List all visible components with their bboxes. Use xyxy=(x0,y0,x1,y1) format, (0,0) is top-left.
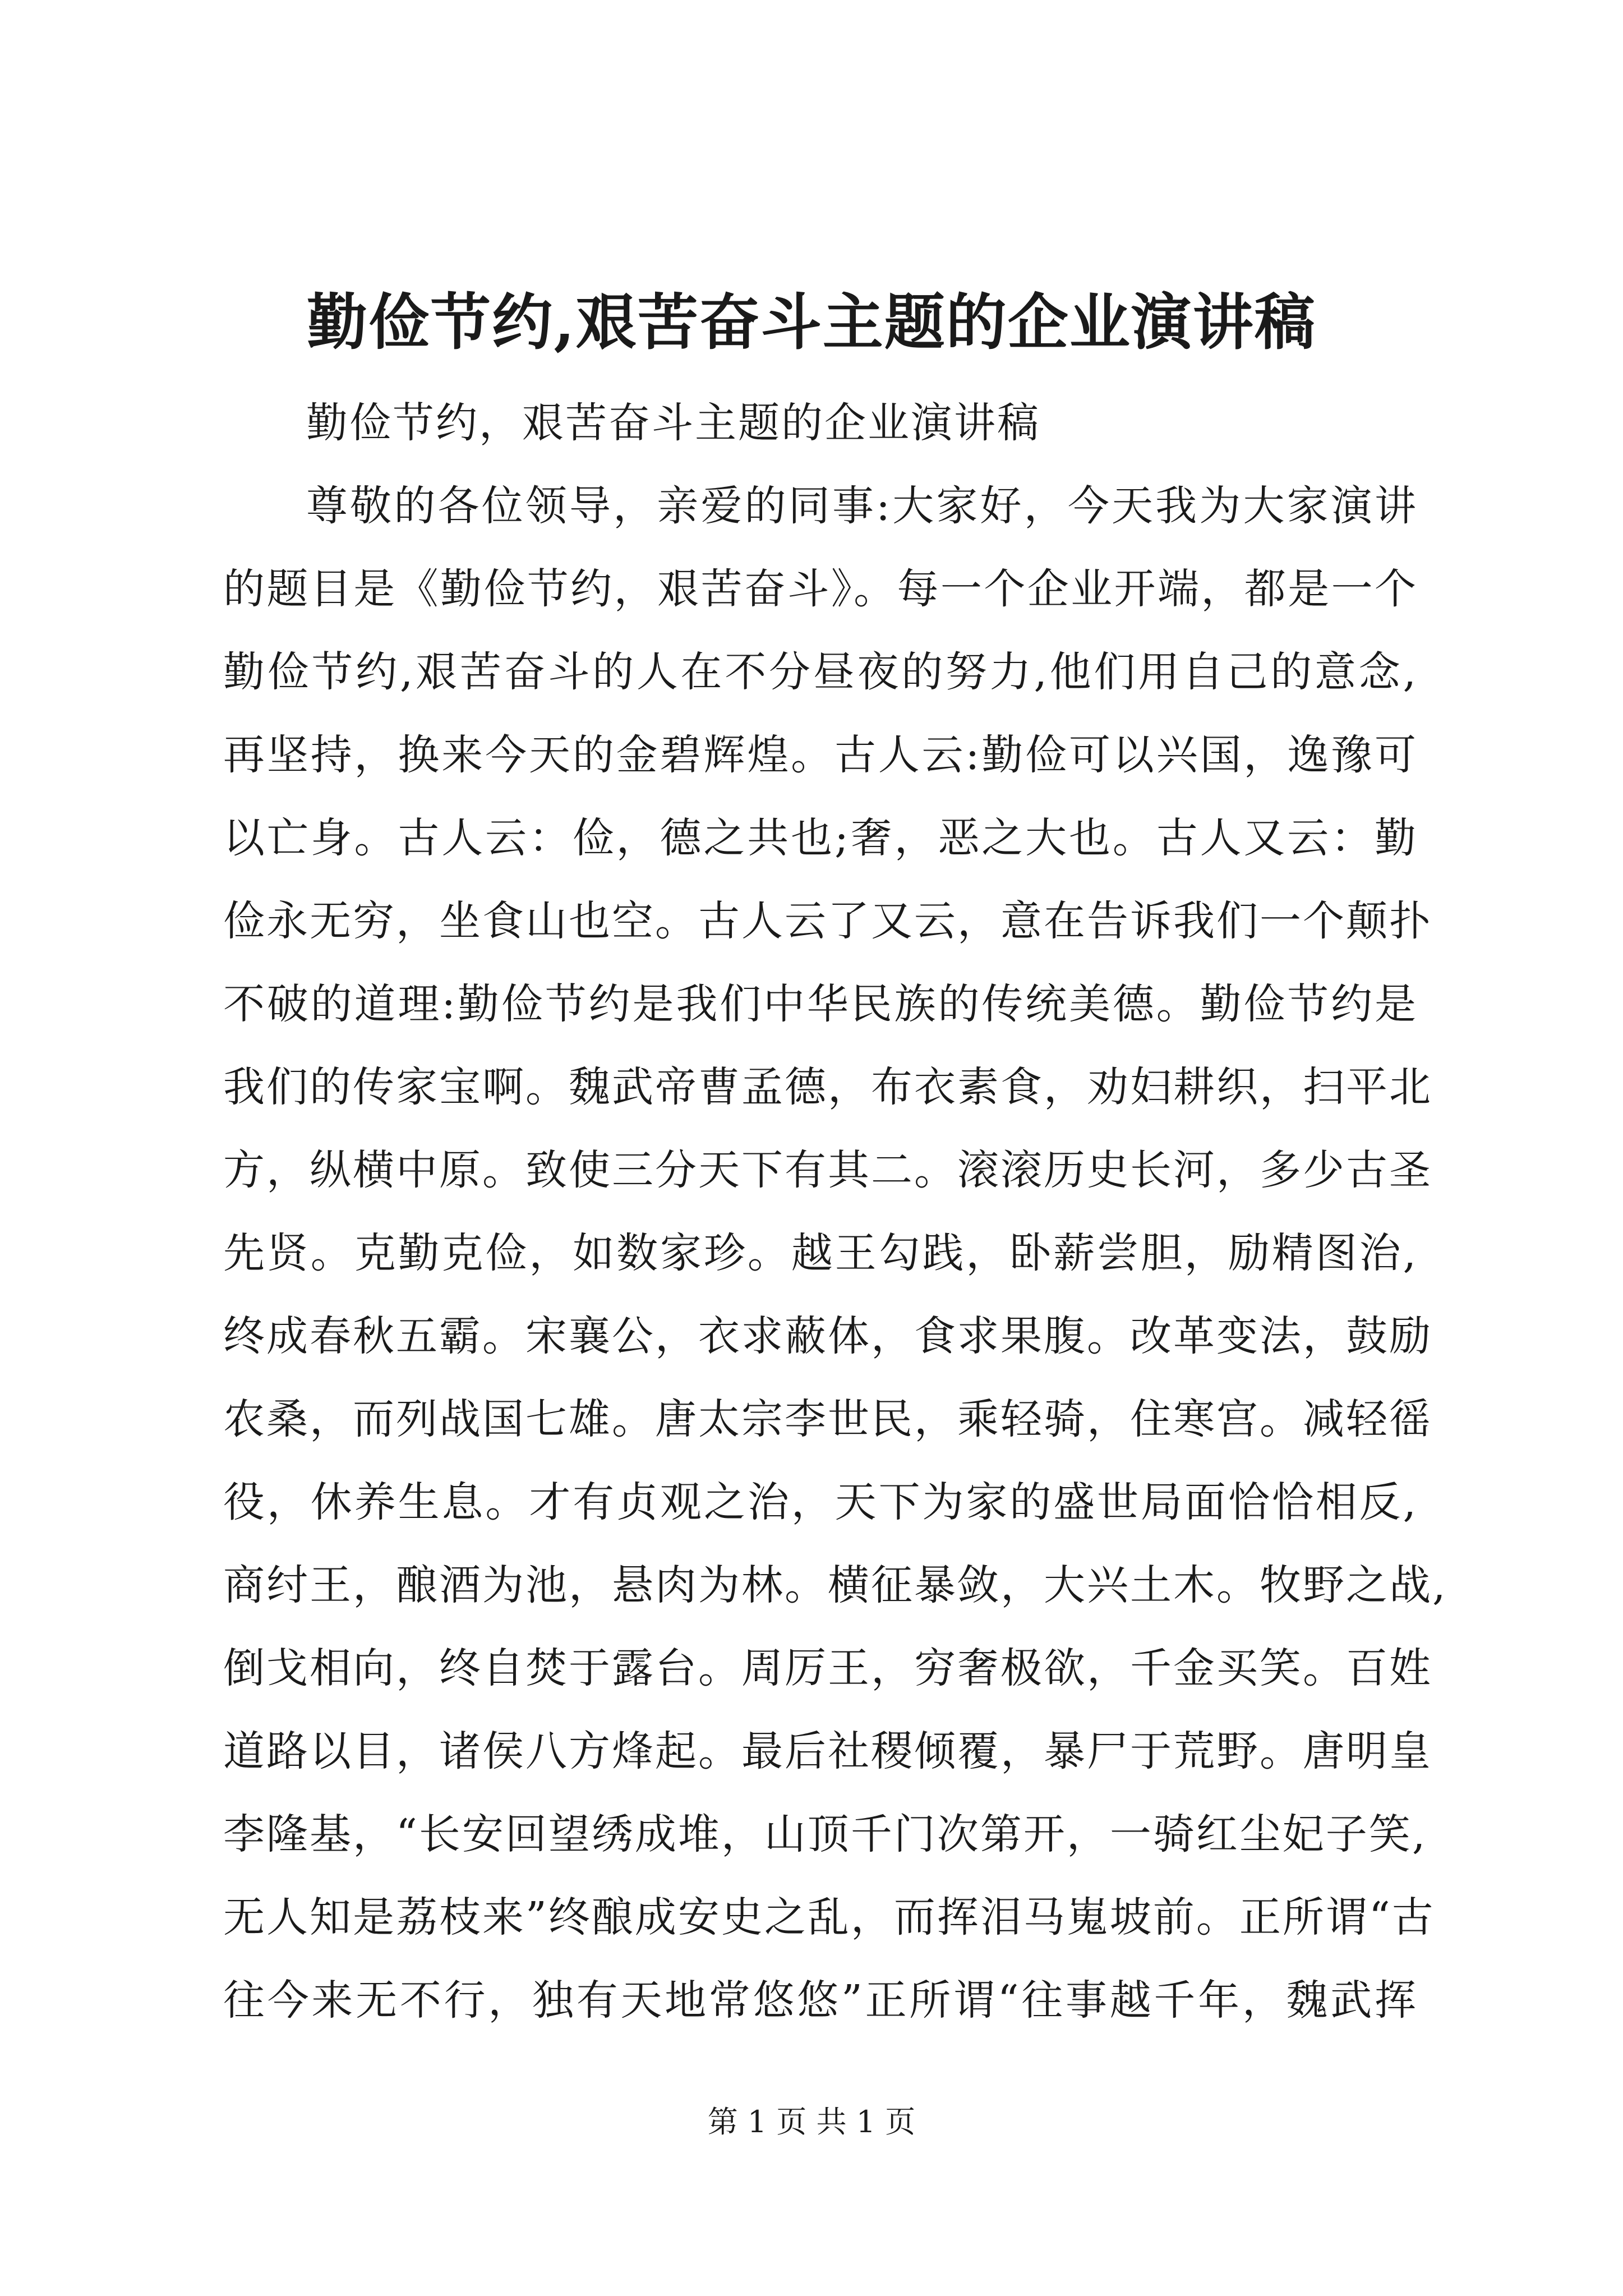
body-line: 李隆基，“长安回望绣成堆，山顶千门次第开，一骑红尘妃子笑, xyxy=(223,1810,1427,1858)
body-line: 方，纵横中原。致使三分天下有其二。滚滚历史长河，多少古圣 xyxy=(223,1146,1432,1194)
body-line: 商纣王，酿酒为池，悬肉为林。横征暴敛，大兴土木。牧野之战, xyxy=(223,1561,1447,1609)
body-line: 再坚持，换来今天的金碧辉煌。古人云:勤俭可以兴国，逸豫可 xyxy=(223,731,1418,779)
body-line: 往今来无不行，独有天地常悠悠”正所谓“往事越千年，魏武挥 xyxy=(223,1976,1418,2024)
document-title: 勤俭节约,艰苦奋斗主题的企业演讲稿 xyxy=(307,287,1316,358)
body-line: 倒戈相向，终自焚于露台。周厉王，穷奢极欲，千金买笑。百姓 xyxy=(223,1644,1432,1692)
body-line: 役，休养生息。才有贞观之治，天下为家的盛世局面恰恰相反, xyxy=(223,1478,1418,1526)
page-number-footer: 第 1 页 共 1 页 xyxy=(707,2104,916,2139)
body-line: 先贤。克勤克俭，如数家珍。越王勾践，卧薪尝胆，励精图治, xyxy=(223,1229,1418,1277)
body-line: 我们的传家宝啊。魏武帝曹孟德，布衣素食，劝妇耕织，扫平北 xyxy=(223,1063,1432,1111)
body-line: 俭永无穷，坐食山也空。古人云了又云，意在告诉我们一个颠扑 xyxy=(223,897,1432,945)
subtitle-line: 勤俭节约，艰苦奋斗主题的企业演讲稿 xyxy=(306,399,1040,447)
body-line: 不破的道理:勤俭节约是我们中华民族的传统美德。勤俭节约是 xyxy=(223,980,1418,1028)
body-line: 以亡身。古人云：俭，德之共也;奢，恶之大也。古人又云：勤 xyxy=(223,814,1418,862)
body-line: 道路以目，诸侯八方烽起。最后社稷倾覆，暴尸于荒野。唐明皇 xyxy=(223,1727,1432,1775)
body-line: 终成春秋五霸。宋襄公，衣求蔽体，食求果腹。改革变法，鼓励 xyxy=(223,1312,1432,1360)
body-line: 农桑，而列战国七雄。唐太宗李世民，乘轻骑，住寒宫。减轻徭 xyxy=(223,1395,1432,1443)
body-line: 无人知是荔枝来”终酿成安史之乱，而挥泪马嵬坡前。正所谓“古 xyxy=(223,1893,1435,1941)
body-line: 尊敬的各位领导，亲爱的同事:大家好，今天我为大家演讲 xyxy=(306,482,1418,530)
document-body xyxy=(223,381,1447,2042)
body-line: 的题目是《勤俭节约，艰苦奋斗》。每一个企业开端，都是一个 xyxy=(223,565,1418,613)
body-line: 勤俭节约,艰苦奋斗的人在不分昼夜的努力,他们用自己的意念, xyxy=(223,648,1418,696)
